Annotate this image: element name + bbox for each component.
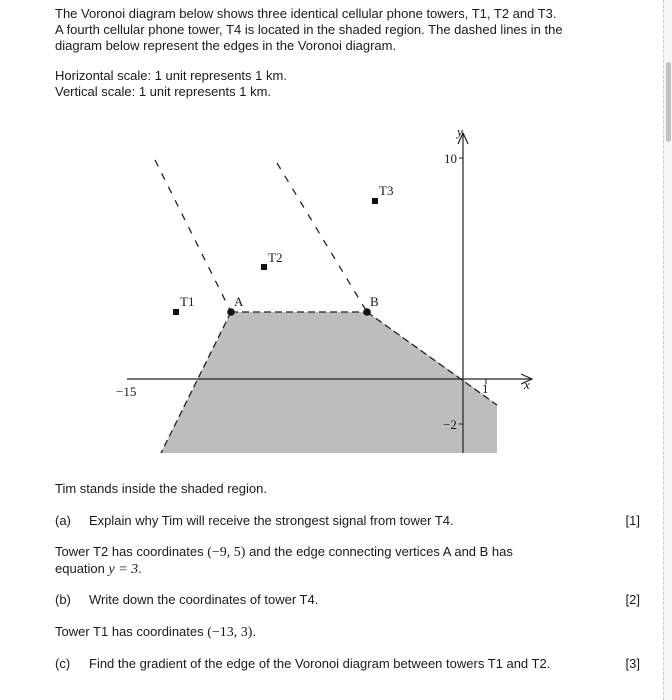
t2-info-post: and the edge connecting vertices A and B has [245,544,513,559]
t1-info-post: . [252,624,257,639]
vertex-a-label: A [234,294,244,309]
y-tick-10-label: 10 [444,151,457,166]
tower-t1-label: T1 [180,294,195,309]
tower-t3-label: T3 [379,183,394,198]
x-tick-neg15-label: −15 [116,384,137,399]
t1-coordinates: (−13, 3) [207,625,253,640]
y-axis-label: y [457,124,463,139]
question-a-text: Explain why Tim will receive the strongest signal from tower T4. [89,513,454,528]
question-c-marks: [3] [625,656,640,671]
vertex-b-label: B [370,294,379,309]
y-tick-neg2-label: −2 [443,417,457,432]
tower-t1-marker [173,309,179,315]
question-a-marks: [1] [625,513,640,528]
vertex-b-point [363,308,371,316]
edge-t2-t3 [277,163,367,312]
x-axis-label: x [524,377,530,392]
vertical-scale: Vertical scale: 1 unit represents 1 km. [55,84,272,99]
question-c-text: Find the gradient of the edge of the Voronoi diagram between towers T1 and T2. [89,656,551,671]
question-c-label: (c) [55,656,71,671]
vertex-a-point [227,308,235,316]
intro-line-1: The Voronoi diagram below shows three identical cellular phone towers, T1, T2 and T3. [55,6,557,21]
shaded-region-statement: Tim stands inside the shaded region. [55,481,267,496]
tower-t3-marker [372,198,378,204]
horizontal-scale: Horizontal scale: 1 unit represents 1 km. [55,68,287,83]
t2-info-pre: Tower T2 has coordinates [55,544,208,559]
intro-line-3: diagram below represent the edges in the Voronoi diagram. [55,38,397,53]
tower-t2-label: T2 [268,250,283,265]
edge-t1-t2 [155,160,231,312]
edge-equation: y = 3 [108,562,139,577]
t1-info-paragraph [55,624,256,641]
tower-t2-marker [261,264,267,270]
edge-equation-post: . [138,561,142,576]
intro-line-2: A fourth cellular phone tower, T4 is located in the shaded region. The dashed lines in the [55,22,563,37]
x-tick-1-label: 1 [482,381,489,396]
question-b-marks: [2] [625,592,640,607]
question-b-label: (b) [55,592,71,607]
t2-info-paragraph [55,544,595,578]
edge-equation-pre: equation [55,561,109,576]
question-a-label: (a) [55,513,71,528]
t1-info-pre: Tower T1 has coordinates [55,624,208,639]
t2-coordinates: (−9, 5) [207,545,246,560]
question-b-text: Write down the coordinates of tower T4. [89,592,319,607]
